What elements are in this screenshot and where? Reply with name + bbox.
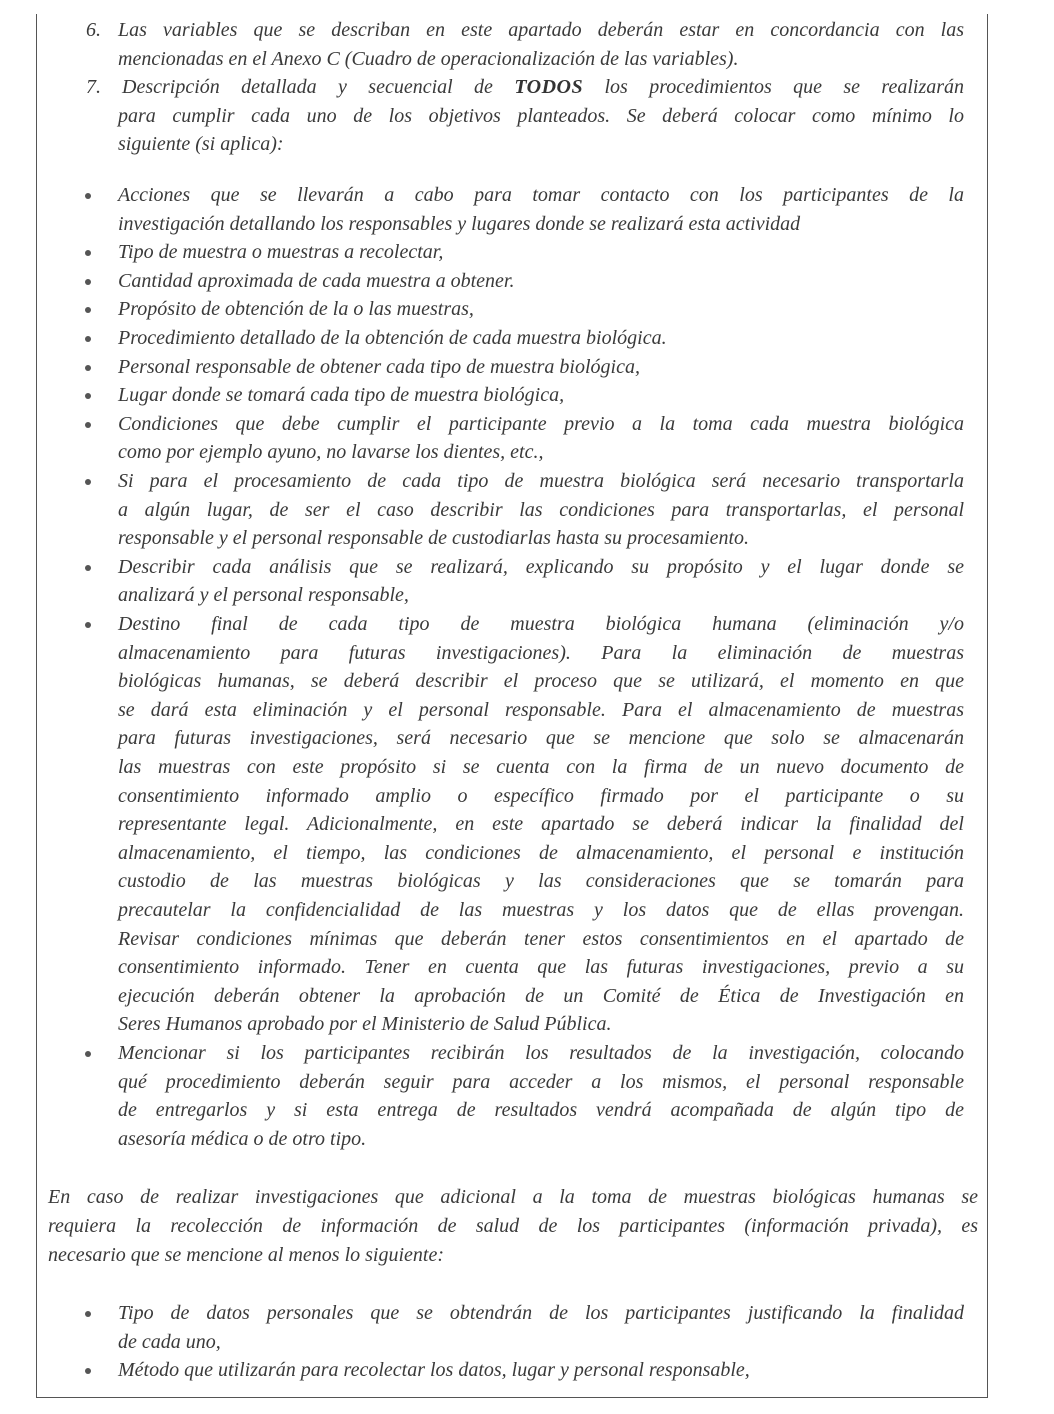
bullet-line: Describir cada análisis que se realizará, explicando su propósito y el lugar donde se (118, 555, 964, 578)
item-7-line: siguiente (si aplica): (118, 133, 284, 156)
bullet-line: Tipo de datos personales que se obtendrán de los participantes justificando la finalidad (118, 1302, 964, 1325)
bullet-line: Procedimiento detallado de la obtención de cada muestra biológica. (118, 327, 667, 349)
bullet-line: precautelar la confidencialidad de las muestras y los datos que de ellas provengan. (118, 899, 964, 921)
bullet-line: Lugar donde se tomará cada tipo de muestra biológica, (118, 384, 565, 407)
bullet-dot (85, 479, 91, 485)
bullet-dot (85, 279, 91, 285)
bullet-line: ejecución deberán obtener la aprobación de un Comité de Ética de Investigación en (118, 984, 964, 1007)
bullet-line: consentimiento informado. Tener en cuenta que las futuras investigaciones, previo a su (118, 956, 964, 979)
paragraph-line: En caso de realizar investigaciones que adicional a la toma de muestras biológicas humanas se (48, 1186, 978, 1209)
paragraph-line: necesario que se mencione al menos lo siguiente: (48, 1243, 445, 1266)
bullet-line: biológicas humanas, se deberá describir el proceso que se utilizará, el momento en que (118, 670, 964, 693)
bullet-line: las muestras con este propósito si se cuenta con la firma de un nuevo documento de (118, 756, 964, 778)
item-6-line: mencionadas en el Anexo C (Cuadro de operacionalización de las variables). (118, 47, 739, 70)
bullet-line: investigación detallando los responsables y lugares donde se realizará esta actividad (118, 212, 801, 235)
bullet-line: Seres Humanos aprobado por el Ministerio de Salud Pública. (118, 1013, 612, 1036)
bullet-line: Tipo de muestra o muestras a recolectar, (118, 241, 444, 264)
bullet-line: a algún lugar, de ser el caso describir las condiciones para transportarlas, el personal (118, 498, 964, 521)
paragraph-line: requiera la recolección de información de salud de los participantes (información privada), es (48, 1215, 978, 1237)
bullet-line: consentimiento informado amplio o específico firmado por el participante o su (118, 784, 964, 807)
bullet-line: Revisar condiciones mínimas que deberán tener estos consentimientos en el apartado de (118, 927, 964, 950)
bullet-line: asesoría médica o de otro tipo. (118, 1127, 367, 1150)
bullet-line: Cantidad aproximada de cada muestra a obtener. (118, 269, 515, 292)
item-7-line (122, 73, 964, 101)
bullet-line: Personal responsable de obtener cada tipo de muestra biológica, (118, 355, 640, 378)
bullet-line: se dará esta eliminación y el personal responsable. Para el almacenamiento de muestras (118, 698, 964, 721)
item-7-line: para cumplir cada uno de los objetivos planteados. Se deberá colocar como mínimo lo (118, 104, 964, 127)
bullet-line: almacenamiento, el tiempo, las condiciones de almacenamiento, el personal e institución (118, 841, 964, 864)
list-number: 7. (86, 76, 101, 99)
bullet-line: custodio de las muestras biológicas y las consideraciones que se tomarán para (118, 870, 964, 893)
bullet-line: representante legal. Adicionalmente, en este apartado se deberá indicar la finalidad del (118, 813, 964, 836)
bullet-line: Mencionar si los participantes recibirán los resultados de la investigación, colocando (118, 1042, 964, 1064)
bullet-line: responsable y el personal responsable de custodiarlas hasta su procesamiento. (118, 527, 750, 550)
bullet-line: qué procedimiento deberán seguir para acceder a los mismos, el personal responsable (118, 1070, 964, 1093)
bullet-line: de cada uno, (118, 1330, 221, 1353)
bullet-line: Propósito de obtención de la o las muestras, (118, 298, 474, 321)
bullet-dot (85, 565, 91, 571)
bullet-dot (85, 365, 91, 371)
bullet-line: analizará y el personal responsable, (118, 584, 409, 607)
bullet-line: Método que utilizarán para recolectar los datos, lugar y personal responsable, (118, 1359, 750, 1382)
bullet-dot (85, 1051, 91, 1057)
bullet-dot (85, 336, 91, 342)
item-7-text: los procedimientos que se realizarán (604, 76, 965, 99)
bullet-line: de entregarlos y si esta entrega de resultados vendrá acompañada de algún tipo de (118, 1099, 964, 1122)
bullet-dot (85, 622, 91, 628)
bullet-dot (85, 193, 91, 199)
bullet-line: almacenamiento para futuras investigaciones). Para la eliminación de muestras (118, 641, 964, 664)
item-6-line: Las variables que se describan en este apartado deberán estar en concordancia con las (118, 19, 964, 41)
emphasis-todos: TODOS (514, 76, 584, 99)
bullet-line: Acciones que se llevarán a cabo para tomar contacto con los participantes de la (118, 184, 964, 206)
item-7-text: Descripción detallada y secuencial de (122, 76, 493, 99)
bullet-line: para futuras investigaciones, será necesario que se mencione que solo se almacenarán (118, 727, 964, 750)
bullet-line: como por ejemplo ayuno, no lavarse los dientes, etc., (118, 441, 544, 464)
bullet-line: Condiciones que debe cumplir el participante previo a la toma cada muestra biológica (118, 412, 964, 435)
list-number: 6. (86, 19, 101, 41)
bullet-dot (85, 422, 91, 428)
bullet-line: Destino final de cada tipo de muestra biológica humana (eliminación y/o (118, 613, 964, 635)
bullet-line: Si para el procesamiento de cada tipo de muestra biológica será necesario transportarla (118, 470, 964, 492)
